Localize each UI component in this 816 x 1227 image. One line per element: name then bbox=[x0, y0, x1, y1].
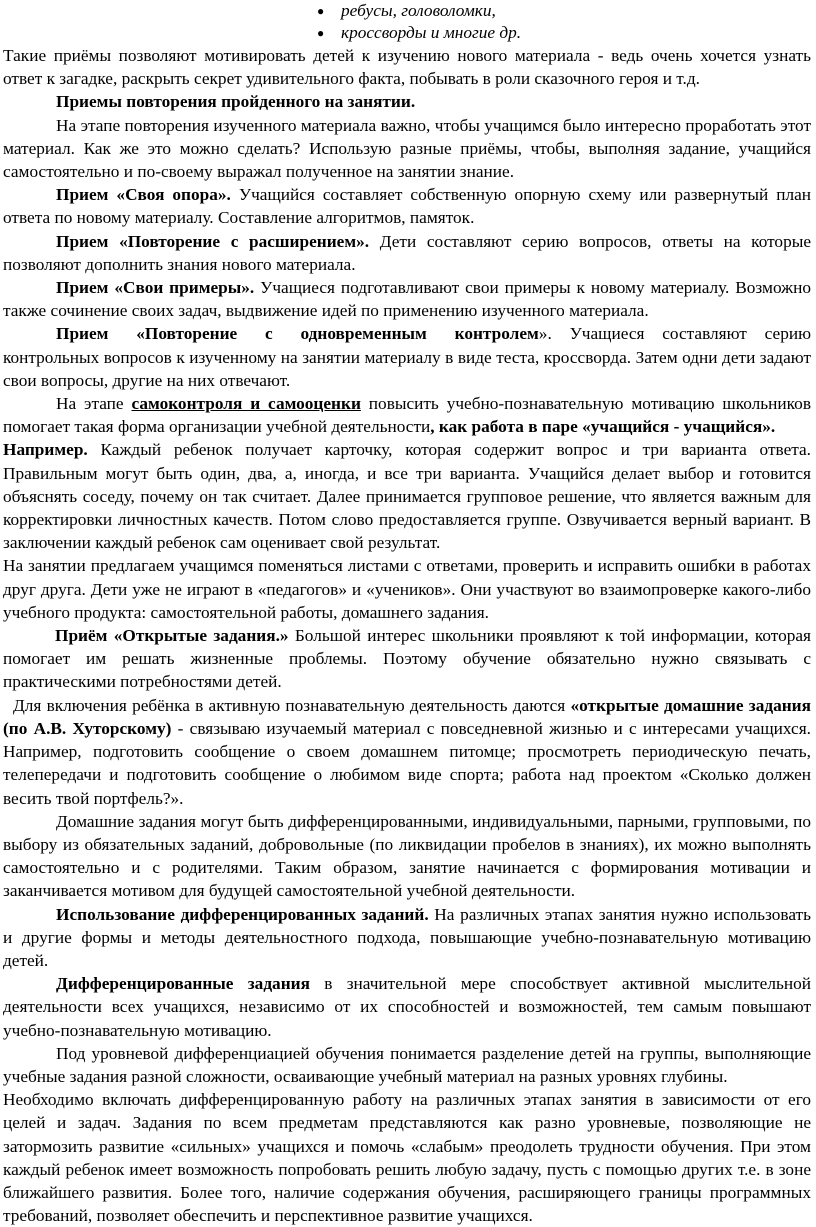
paragraph-open-homework: Для включения ребёнка в активную познавательную деятельность даются «открытые домашние задания (по А.В. Хуторскому) - связываю изучаемый материал с повседневной жизнью и с интересами учащихся. Например, подготовить сообщение о своем домашнем питомце; просмотреть периодическую печать, телепередачи и подготовить сообщение о любимом виде спорта; работа над проектом «Сколько должен весить твой портфель?». bbox=[3, 695, 811, 808]
bullet-icon: ● bbox=[317, 4, 325, 18]
paragraph-repeat-control: Прием «Повторение с одновременным контролем». Учащиеся составляют серию контрольных вопросов к изученному на занятии материалу в виде теста, кроссворда. Затем одни дети задают свои вопросы, другие на них отвечают. bbox=[3, 324, 811, 390]
paragraph-own-support: Прием «Своя опора». Учащийся составляет собственную опорную схему или развернутый план ответа по новому материалу. Составление алгоритмов, памяток. bbox=[3, 185, 812, 228]
paragraph-repetition-stage: На этапе повторения изученного материала важно, чтобы учащимся было интересно проработать этот материал. Как же это можно сделать? Использую разные приёмы, чтобы, выполняя задание, учащийся самостоятельно и по-своему выражал полученное на занятии знание. bbox=[3, 115, 811, 182]
list-item bbox=[3, 22, 811, 44]
technique-title: Приём «Открытые задания.» bbox=[55, 626, 289, 646]
bullet-icon: ● bbox=[317, 26, 325, 40]
paragraph-example: Например. Каждый ребенок получает карточку, которая содержит вопрос и три варианта ответа. Правильным могут быть один, два, а, иногда, и все три варианта. Учащийся делает выбор и готовится объяснять соседу, почему он так считает. Далее принимается групповое решение, что является важным для корректировки личностных качеств. Потом слово предоставляется группе. Озвучивается верный вариант. В заключении каждый ребенок сам оценивает свой результат. bbox=[3, 440, 811, 553]
paragraph-differentiated-work: Необходимо включать дифференцированную работу на различных этапах занятия в зависимости от его целей и задач. Задания по всем предметам представляются как разно уровневые, позволяющие не затормозить развитие «сильных» учащихся и помочь «слабым» преодолеть трудности обучения. При этом каждый ребенок имеет возможность попробовать решить любую задачу, пусть с помощью других т.е. в зоне ближайшего развития. Более того, наличие содержания обучения, расширяющего границы программных требований, позволяет обеспечить и перспективное развитие учащихся. bbox=[3, 1090, 811, 1226]
paragraph-peer-review: На занятии предлагаем учащимся поменяться листами с ответами, проверить и исправить ошибки в работах друг друга. Дети уже не играют в «педагогов» и «учеников». Они участвуют во взаимопроверке какого-либо учебного продукта: самостоятельной работы, домашнего задания. bbox=[3, 556, 811, 622]
paragraph-open-tasks: Приём «Открытые задания.» Большой интерес школьники проявляют к той информации, которая помогает им решать жизненные проблемы. Поэтому обучение обязательно нужно связывать с практическими потребностями детей. bbox=[3, 626, 811, 692]
paragraph-differentiated-tasks: Дифференцированные задания в значительной мере способствует активной мыслительной деятельности всех учащихся, независимо от их способностей и возможностей, тем самым повышают учебно-познавательную мотивацию. bbox=[3, 974, 811, 1040]
section-heading-repetition: Приемы повторения пройденного на занятии. bbox=[56, 92, 416, 112]
list-item-text: кроссворды и многие др. bbox=[341, 23, 522, 42]
example-label: Например. bbox=[3, 440, 88, 460]
paragraph-techniques-motivate: Такие приёмы позволяют мотивировать детей к изучению нового материала - ведь очень хочется узнать ответ к загадке, раскрыть секрет удивительного факта, побывать в роли сказочного героя и т.д. bbox=[3, 46, 811, 89]
technique-title: Использование дифференцированных заданий. bbox=[56, 904, 429, 924]
list-item bbox=[3, 0, 811, 22]
paragraph-homework-types: Домашние задания могут быть дифференцированными, индивидуальными, парными, групповыми, по выбору из обязательных заданий, добровольные (по ликвидации пробелов в знаниях), их можно выполнять самостоятельно и с родителями. Таким образом, занятие начинается с формирования мотивации и заканчивается мотивом для будущей самостоятельной учебной деятельности. bbox=[3, 811, 811, 901]
paragraph-repeat-extension: Прием «Повторение с расширением». Дети составляют серию вопросов, ответы на которые позволяют дополнить знания нового материала. bbox=[3, 231, 811, 274]
technique-title: Дифференцированные задания bbox=[56, 974, 310, 994]
technique-title: Прием «Повторение с расширением». bbox=[56, 231, 370, 251]
underlined-term: самоконтроля и самооценки bbox=[131, 394, 361, 414]
technique-title: Прием «Своя опора». bbox=[56, 185, 231, 205]
paragraph-differentiated-use: Использование дифференцированных заданий. На различных этапах занятия нужно использовать и другие формы и методы деятельностного подхода, повышающие учебно-познавательную мотивацию детей. bbox=[3, 904, 811, 970]
paragraph-level-differentiation: Под уровневой дифференциацией обучения понимается разделение детей на группы, выполняющие учебные задания разной сложности, осваивающие учебный материал на разных уровнях глубины. bbox=[3, 1043, 811, 1086]
list-item-text: ребусы, головоломки, bbox=[341, 1, 496, 20]
bullet-list bbox=[3, 0, 811, 44]
paragraph-self-control: На этапе самоконтроля и самооценки повысить учебно-познавательную мотивацию школьников помогает такая форма организации учебной деятельности, как работа в паре «учащийся - учащийся». bbox=[3, 394, 811, 437]
paragraph-own-examples: Прием «Свои примеры». Учащиеся подготавливают свои примеры к новому материалу. Возможно также сочинение своих задач, выдвижение идей по применению изученного материала. bbox=[3, 278, 811, 321]
technique-title: Прием «Свои примеры». bbox=[56, 278, 255, 298]
technique-title: Прием «Повторение с одновременным контролем bbox=[56, 324, 539, 344]
